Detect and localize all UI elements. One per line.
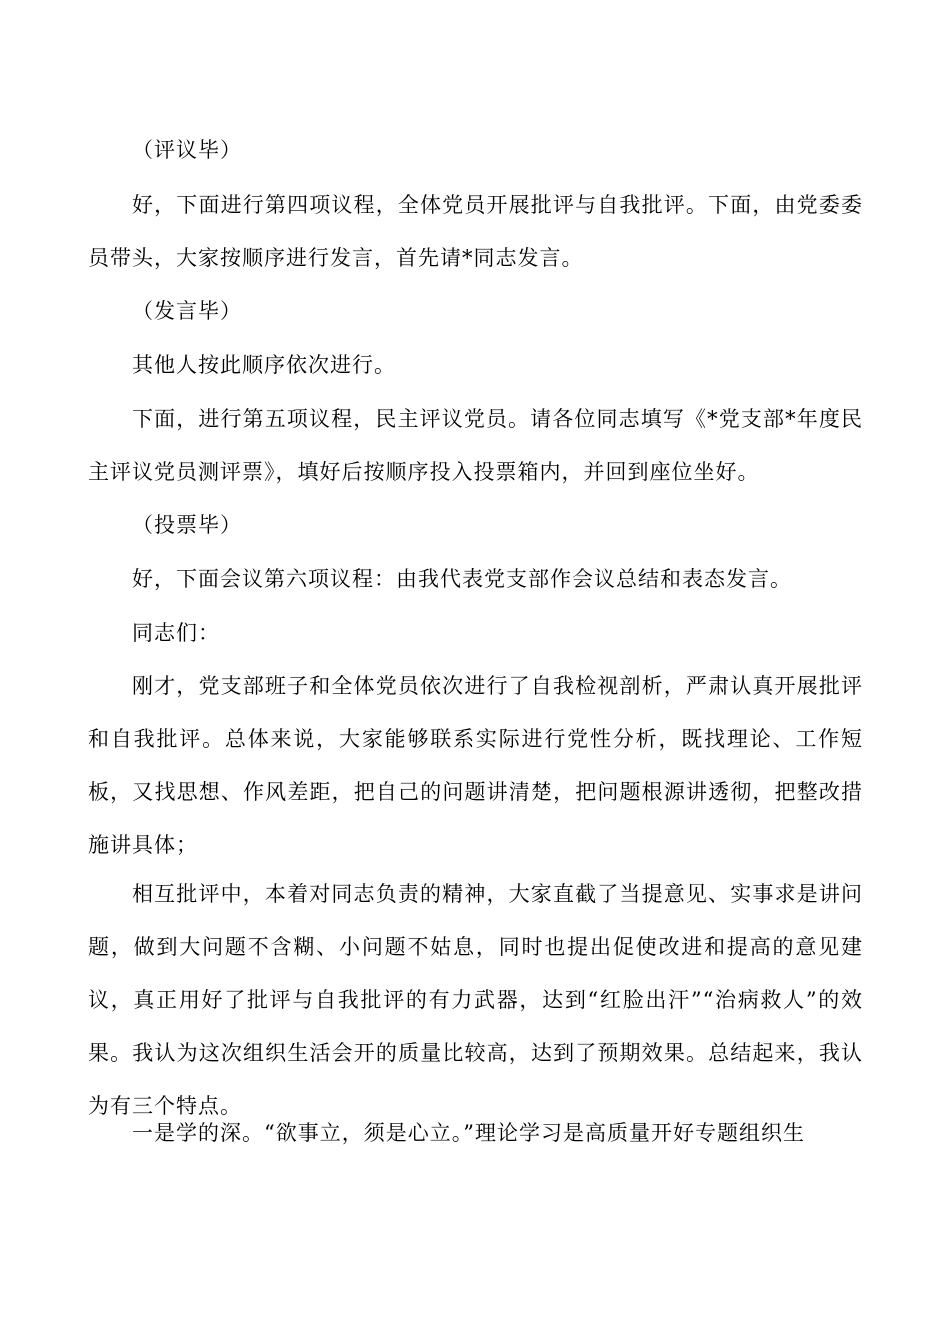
- paragraph-voting-done: （投票毕）: [132, 513, 242, 537]
- paragraph-speech-done: （发言毕）: [132, 299, 242, 323]
- paragraph-feature-one: 一是学的深。“欲事立，须是心立。”理论学习是高质量开好专题组织生: [132, 1121, 805, 1145]
- paragraph-mutual-criticism: 相互批评中，本着对同志负责的精神，大家直截了当提意见、实事求是讲问题，做到大问题不含糊、小问题不姑息，同时也提出促使改进和提高的意见建议，真正用好了批评与自我批评的有力武器，达到“红脸出汗”“治病救人”的效果。我认为这次组织生活会开的质量比较高，达到了预期效果。总结起来，我认为有三个特点。: [88, 882, 863, 1118]
- paragraph-agenda-six: 好，下面会议第六项议程：由我代表党支部作会议总结和表态发言。: [132, 567, 792, 591]
- paragraph-salutation: 同志们：: [132, 621, 220, 645]
- paragraph-agenda-five: 下面，进行第五项议程，民主评议党员。请各位同志填写《*党支部*年度民主评议党员测评票》，填好后按顺序投入投票箱内，并回到座位坐好。: [88, 407, 863, 484]
- paragraph-others-order: 其他人按此顺序依次进行。: [132, 353, 396, 377]
- paragraph-review-done: （评议毕）: [132, 138, 242, 162]
- paragraph-self-criticism: 刚才，党支部班子和全体党员依次进行了自我检视剖析，严肃认真开展批评和自我批评。总体来说，大家能够联系实际进行党性分析，既找理论、工作短板，又找思想、作风差距，把自己的问题讲清楚，把问题根源讲透彻，把整改措施讲具体；: [88, 674, 863, 857]
- paragraph-agenda-four: 好，下面进行第四项议程，全体党员开展批评与自我批评。下面，由党委委员带头，大家按顺序进行发言，首先请*同志发言。: [88, 193, 863, 270]
